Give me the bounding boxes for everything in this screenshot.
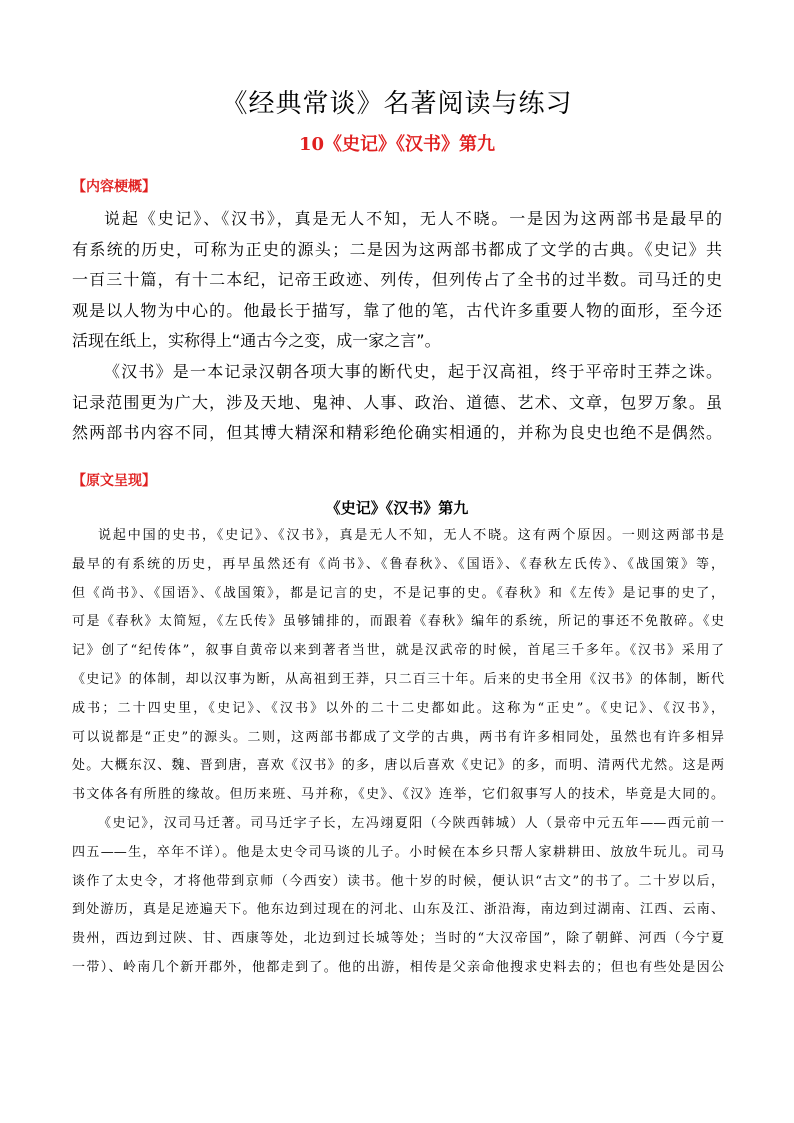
article-line: 书文体各有所胜的缘故。但历来班、马并称，《史》、《汉》连举，它们叙事写人的技术，毕竟是大同的。 xyxy=(72,787,724,803)
article-line: 但《尚书》、《国语》、《战国策》，都是记言的史，不是记事的史。《春秋》和《左传》是记事的史了， xyxy=(72,585,724,601)
summary-section xyxy=(72,204,722,449)
summary-line: 记录范围更为广大，涉及天地、鬼神、人事、政治、道德、艺术、文章，包罗万象。虽 xyxy=(72,392,722,412)
article-line: 说起中国的史书，《史记》、《汉书》，真是无人不知，无人不晓。这有两个原因。一则这两部书是 xyxy=(98,528,724,543)
summary-line: 说起《史记》、《汉书》，真是无人不知，无人不晓。一是因为这两部书是最早的 xyxy=(104,209,722,228)
article-line: 可以说都是“正史”的源头。二则，这两部书都成了文学的古典，两书有许多相同处，虽然也有许多相异 xyxy=(72,729,724,745)
article-line: 谈作了太史令，才将他带到京师（今西安）读书。他十岁的时候，便认识“古文”的书了。二十岁以后， xyxy=(72,873,724,889)
page-title: 《经典常谈》名著阅读与练习 xyxy=(221,89,573,119)
article-line: 处。大概东汉、魏、晋到唐，喜欢《汉书》的多，唐以后喜欢《史记》的多，而明、清两代尤然。这是两 xyxy=(72,758,724,774)
summary-line: 观是以人物为中心的。他最长于描写，靠了他的笔，古代许多重要人物的面形，至今还 xyxy=(72,300,722,320)
article-line: 可是《春秋》太简短，《左氏传》虽够铺排的，而跟着《春秋》编年的系统，所记的事还不免散碎。《史 xyxy=(72,614,724,630)
summary-line: 一百三十篇，有十二本纪，记帝王政迹、列传，但列传占了全书的过半数。司马迁的史 xyxy=(72,270,722,290)
article-line: 一带）、岭南几个新开郡外，他都走到了。他的出游，相传是父亲命他搜求史料去的；但也有些处是因公 xyxy=(72,959,724,975)
summary-section-label: 【内容梗概】 xyxy=(72,179,156,195)
article-line: 四五——生，卒年不详）。他是太史令司马谈的儿子。小时候在本乡只帮人家耕耕田、放放牛玩儿。司马 xyxy=(72,844,724,860)
article-title: 《史记》《汉书》第九 xyxy=(325,499,469,517)
chapter-subtitle: 10《史记》《汉书》第九 xyxy=(298,134,496,155)
article-line: 最早的有系统的历史，再早虽然还有《尚书》、《鲁春秋》、《国语》、《春秋左氏传》、《战国策》等， xyxy=(72,556,724,572)
summary-line: 有系统的历史，可称为正史的源头；二是因为这两部书都成了文学的古典。《史记》共 xyxy=(72,239,722,259)
article-line: 到处游历，真是足迹遍天下。他东边到过现在的河北、山东及江、浙沿海，南边到过湖南、江西、云南、 xyxy=(72,902,724,918)
summary-line: 《汉书》是一本记录汉朝各项大事的断代史，起于汉高祖，终于平帝时王莽之诛。 xyxy=(104,361,722,381)
article-line: 《史记》的体制，却以汉事为断，从高祖到王莽，只二百三十年。后来的史书全用《汉书》的体制，断代 xyxy=(72,671,724,687)
original-text-section xyxy=(72,522,724,983)
summary-line: 然两部书内容不同，但其博大精深和精彩绝伦确实相通的，并称为良史也绝不是偶然。 xyxy=(72,423,722,443)
article-line: 记》创了“纪传体”，叙事自黄帝以来到著者当世，就是汉武帝的时候，首尾三千多年。《汉书》采用了 xyxy=(72,643,724,659)
original-section-label: 【原文呈现】 xyxy=(72,473,156,489)
article-line: 贵州，西边到过陕、甘、西康等处，北边到过长城等处；当时的“大汉帝国”，除了朝鲜、河西（今宁夏 xyxy=(72,931,724,947)
article-line: 《史记》，汉司马迁著。司马迁字子长，左冯翊夏阳（今陕西韩城）人（景帝中元五年——西元前一 xyxy=(98,815,724,831)
article-line: 成书；二十四史里，《史记》、《汉书》以外的二十二史都如此。这称为“正史”。《史记》、《汉书》， xyxy=(72,700,724,716)
summary-line: 活现在纸上，实称得上“通古今之变，成一家之言”。 xyxy=(72,331,441,351)
